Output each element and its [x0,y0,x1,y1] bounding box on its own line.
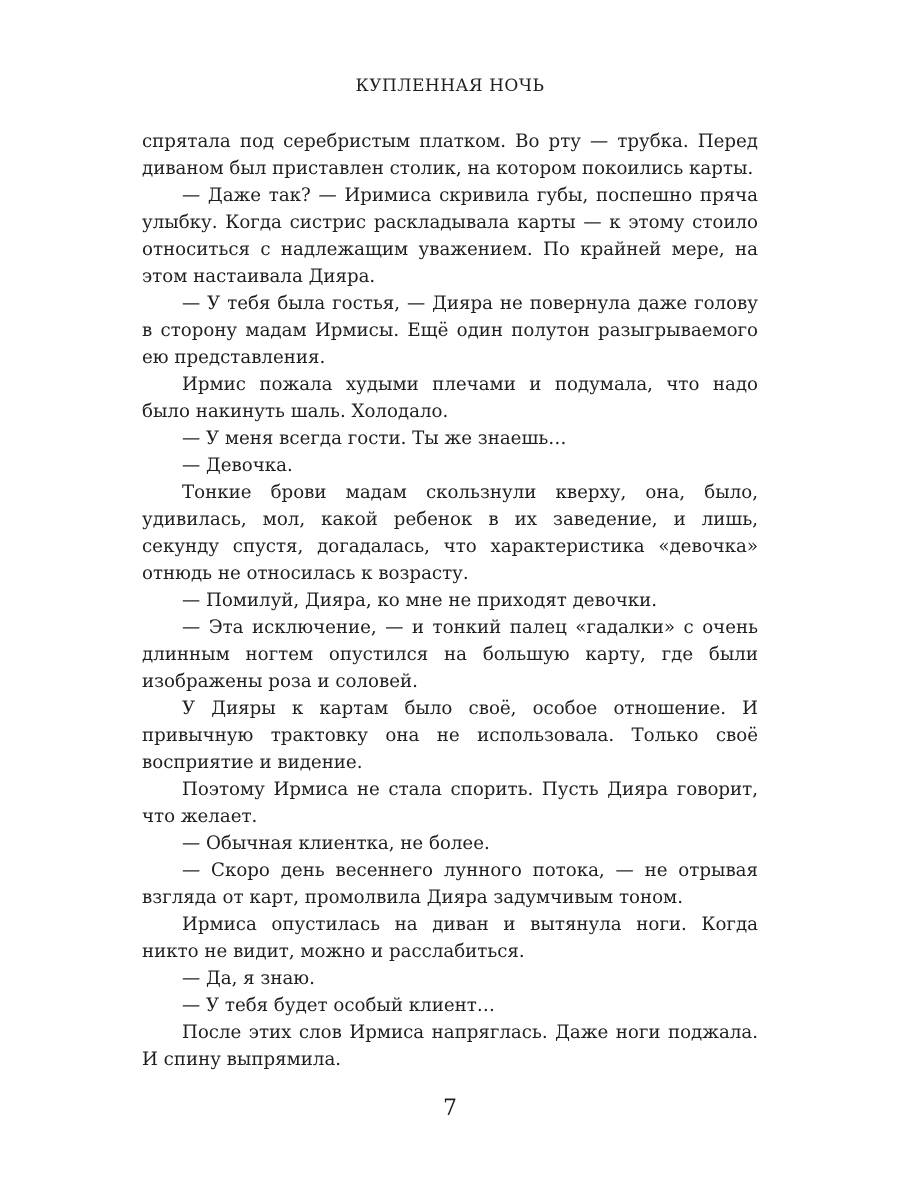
running-title: КУПЛЕННАЯ НОЧЬ [355,76,545,96]
paragraph: После этих слов Ирмиса напряглась. Даже ноги поджала. И спину выпрямила. [142,1022,758,1070]
paragraph: — У тебя была гостья, — Дияра не повернула даже голову в сторону мадам Ирмисы. Ещё один полутон разыгрываемого ею представления. [142,293,758,368]
paragraph: — Да, я знаю. [182,968,315,989]
page-number: 7 [443,1096,457,1121]
paragraph: Ирмис пожала худыми плечами и подумала, что надо было накинуть шаль. Холодало. [142,374,758,422]
body-text [142,128,758,1073]
paragraph: — У тебя будет особый клиент… [182,995,495,1016]
paragraph: Ирмиса опустилась на диван и вытянула ноги. Когда никто не видит, можно и расслабиться. [142,914,758,962]
paragraph: — Даже так? — Иримиса скривила губы, поспешно пряча улыбку. Когда систрис раскладывала карты — к этому стоило относиться с надлежащим уважением. По крайней мере, на этом настаивала Дияра. [142,185,758,287]
paragraph: — У меня всегда гости. Ты же знаешь… [182,428,567,449]
paragraph: У Дияры к картам было своё, особое отношение. И привычную трактовку она не использовала. Только своё восприятие и видение. [142,698,758,773]
paragraph: Тонкие брови мадам скользнули кверху, она, было, удивилась, мол, какой ребенок в их заведение, и лишь, секунду спустя, догадалась, что характеристика «девочка» отнюдь не относилась к возрасту. [142,482,758,584]
paragraph: спрятала под серебристым платком. Во рту — трубка. Перед диваном был приставлен столик, на котором покоились карты. [142,131,758,179]
paragraph: — Помилуй, Дияра, ко мне не приходят девочки. [182,590,658,611]
paragraph: Поэтому Ирмиса не стала спорить. Пусть Дияра говорит, что желает. [142,779,758,827]
paragraph: — Обычная клиентка, не более. [182,833,490,854]
paragraph: — Скоро день весеннего лунного потока, — не отрывая взгляда от карт, промолвила Дияра задумчивым тоном. [142,860,758,908]
paragraph: — Девочка. [182,455,293,476]
paragraph: — Эта исключение, — и тонкий палец «гадалки» с очень длинным ногтем опустился на большую карту, где были изображены роза и соловей. [142,617,758,692]
